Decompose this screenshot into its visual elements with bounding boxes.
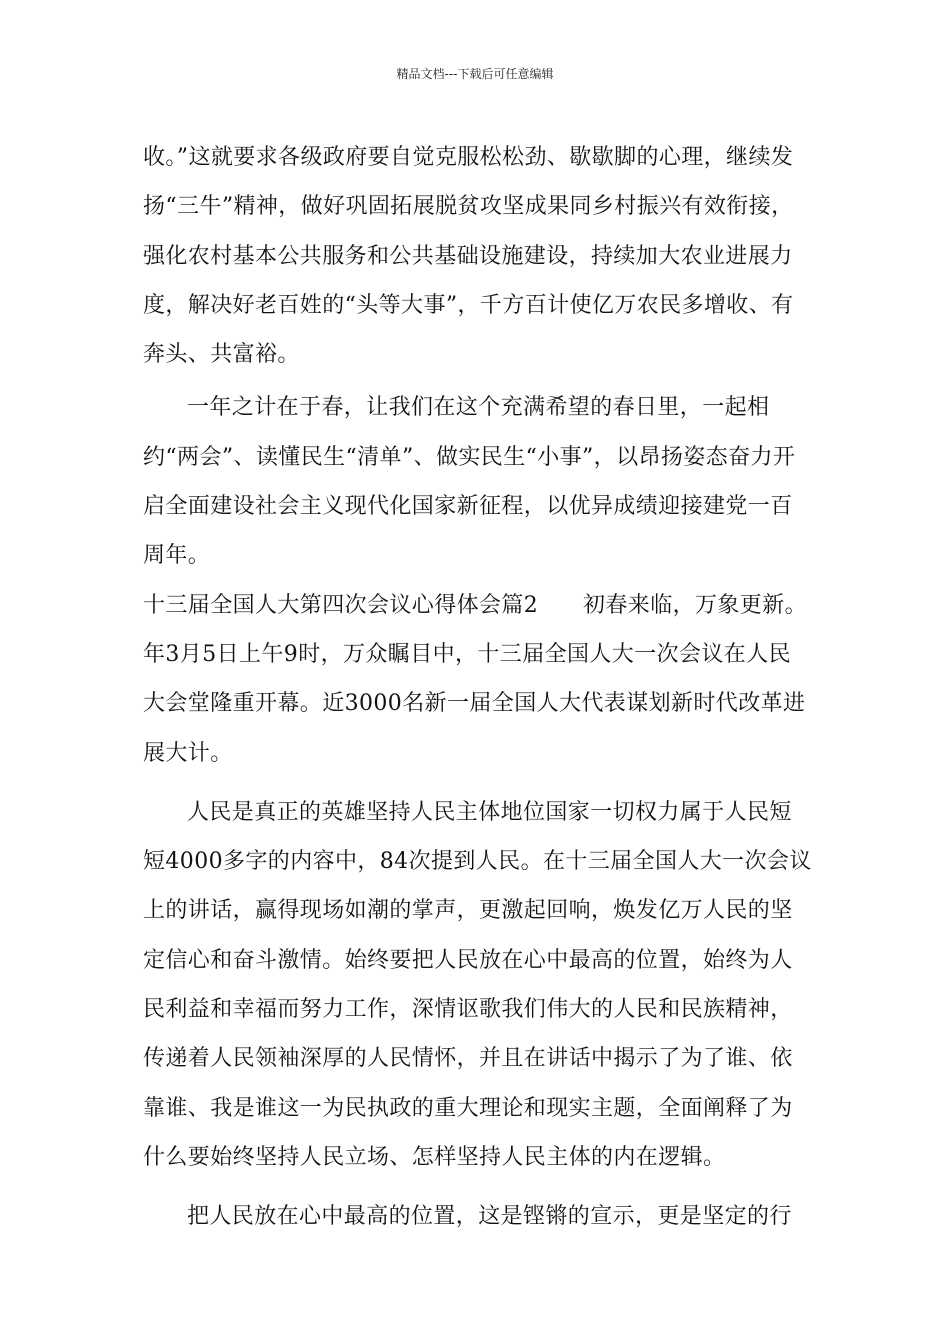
paragraph: 人民是真正的英雄坚持人民主体地位国家一切权力属于人民短短4000多字的内容中，84次提到人民。在十三届全国人大一次会议上的讲话，赢得现场如潮的掌声，更激起回响，焕发亿万人民的坚定信心和奋斗激情。始终要把人民放在心中最高的位置，始终为人民利益和幸福而努力工作，深情讴歌我们伟大的人民和民族精神，传递着人民领袖深厚的人民情怀，并且在讲话中揭示了为了谁、依靠谁、我是谁这一为民执政的重大理论和现实主题，全面阐释了为什么要始终坚持人民立场、怎样坚持人民主体的内在逻辑。 — [143, 799, 812, 1170]
document-body — [143, 133, 813, 1242]
paragraph-continued: 收。”这就要求各级政府要自觉克服松松劲、歇歇脚的心理，继续发扬“三牛”精神，做好巩固拓展脱贫攻坚成果同乡村振兴有效衔接，强化农村基本公共服务和公共基础设施建设，持续加大农业进展力度，解决好老百姓的“头等大事”，千方百计使亿万农民多增收、有奔头、共富裕。 — [143, 145, 794, 368]
page-header: 精品文档---下载后可任意编辑 — [396, 67, 554, 81]
section-heading-paragraph: 十三届全国人大第四次会议心得体会篇2 初春来临，万象更新。年3月5日上午9时，万众瞩目中，十三届全国人大一次会议在人民大会堂隆重开幕。近3000名新一届全国人大代表谋划新时代改革进展大计。 — [143, 592, 807, 766]
paragraph: 把人民放在心中最高的位置，这是铿锵的宣示，更是坚定的行 — [187, 1204, 792, 1230]
paragraph: 一年之计在于春，让我们在这个充满希望的春日里，一起相约“两会”、读懂民生“清单”、做实民生“小事”，以昂扬姿态奋力开启全面建设社会主义现代化国家新征程，以优异成绩迎接建党一百周年。 — [143, 395, 796, 569]
